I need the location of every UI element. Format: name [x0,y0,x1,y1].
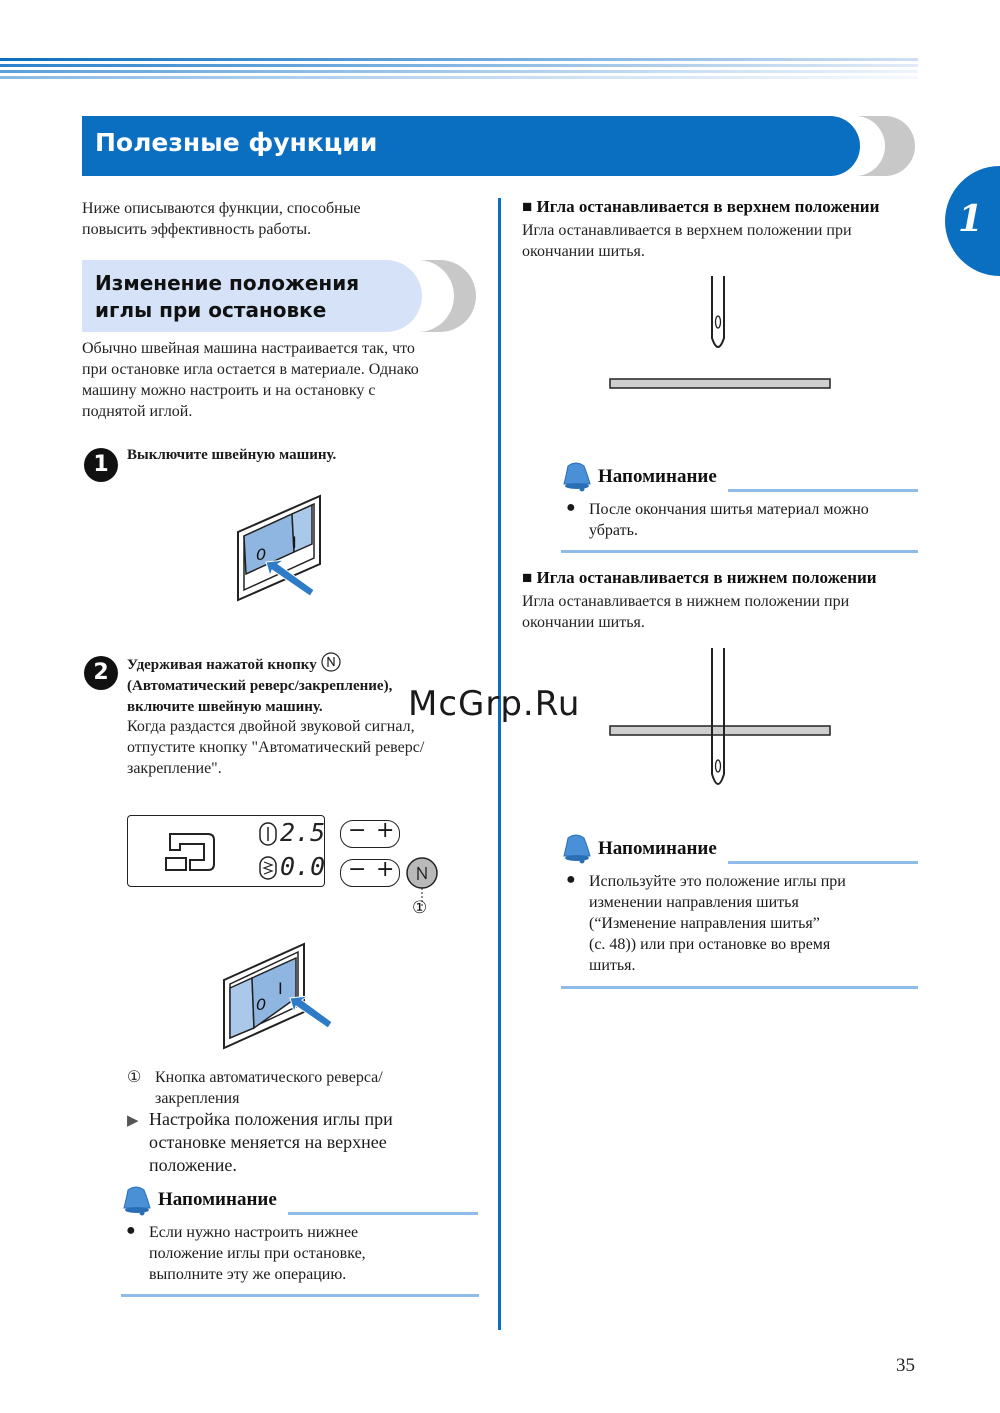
memo-bottom-rule [561,986,918,989]
bell-icon [560,460,592,492]
bell-icon [120,1184,152,1216]
bullet-icon: ● [126,1222,136,1239]
chapter-number: 1 [958,198,984,240]
svg-text:I: I [278,979,283,998]
sewing-machine-icon [160,828,220,874]
memo-text-right-2: Используйте это положение иглы при изменении направления шитья (“Изменение направления шитья” (с. 48)) или при остановке во время шитья. [589,873,846,974]
watermark: McGrp.Ru [408,684,581,724]
bullet-icon: ● [566,499,576,516]
width-plus-label: + [376,818,395,843]
step-2-bold-text: Удерживая нажатой кнопку (Автоматический реверс/закрепление), включите швейную машину. [127,652,487,718]
memo-rule [288,1212,478,1215]
needle-down-text: Игла останавливается в нижнем положении при окончании шитья. [522,593,850,631]
step-2-text: Когда раздастся двойной звуковой сигнал, отпустите кнопку "Автоматический реверс/ закрепление". [127,718,425,777]
needle-down-illustration [600,644,840,799]
needle-up-heading: ■ Игла останавливается в верхнем положении [522,197,880,216]
section-banner-cap [418,260,478,332]
bullet-icon: ● [566,871,576,888]
reverse-stitch-icon [320,652,342,672]
legend-mark: ① [127,1069,142,1086]
page-number: 35 [896,1355,915,1376]
memo-text-left: Если нужно настроить нижнее положение иглы при остановке, выполните эту же операцию. [149,1224,366,1283]
length-minus-label: − [348,857,367,882]
result-arrow-icon: ▶ [127,1113,139,1129]
svg-text:I: I [292,533,297,552]
section-text: Обычно швейная машина настраивается так, что при остановке игла остается в материале. Однако машину можно настроить и на остановку с поднятой иглой. [82,340,419,420]
memo-text-right-1: После окончания шитья материал можно убрать. [589,501,869,539]
svg-text:0: 0 [256,545,267,564]
needle-up-illustration [600,272,840,397]
banner-cap-decoration [855,116,915,176]
section-title: Изменение положения иглы при остановке [95,271,360,322]
memo-title-left: Напоминание [158,1189,277,1210]
stitch-width-value: 2.5 [280,818,326,847]
power-switch-illustration-2 [218,940,338,1055]
result-text: Настройка положения иглы при остановке меняется на верхнее положение. [149,1109,393,1175]
svg-text:0: 0 [256,995,267,1014]
page-title: Полезные функции [95,128,378,157]
width-minus-label: − [348,818,367,843]
needle-down-heading: ■ Игла останавливается в нижнем положении [522,568,877,587]
column-divider [498,198,501,1330]
stitch-length-value: 0.0 [280,852,326,881]
needle-up-text: Игла останавливается в верхнем положении при окончании шитья. [522,222,852,260]
stitch-length-icon [258,855,278,881]
memo-bottom-rule [561,550,918,553]
step-1-number: 1 [84,448,118,482]
legend-text: Кнопка автоматического реверса/ закрепления [155,1069,383,1107]
memo-title-right-1: Напоминание [598,466,717,487]
memo-rule [728,861,918,864]
step-1-text: Выключите швейную машину. [127,447,337,463]
memo-rule [728,489,918,492]
callout-1: ① [412,898,428,917]
memo-bottom-rule [121,1294,479,1297]
length-plus-label: + [376,857,395,882]
memo-title-right-2: Напоминание [598,838,717,859]
stitch-width-icon [258,821,278,847]
power-switch-illustration-1 [230,492,330,607]
header-stripes [0,58,918,85]
intro-text: Ниже описываются функции, способные повысить эффективность работы. [82,200,361,238]
step-2-number: 2 [84,656,118,690]
bell-icon [560,832,592,864]
